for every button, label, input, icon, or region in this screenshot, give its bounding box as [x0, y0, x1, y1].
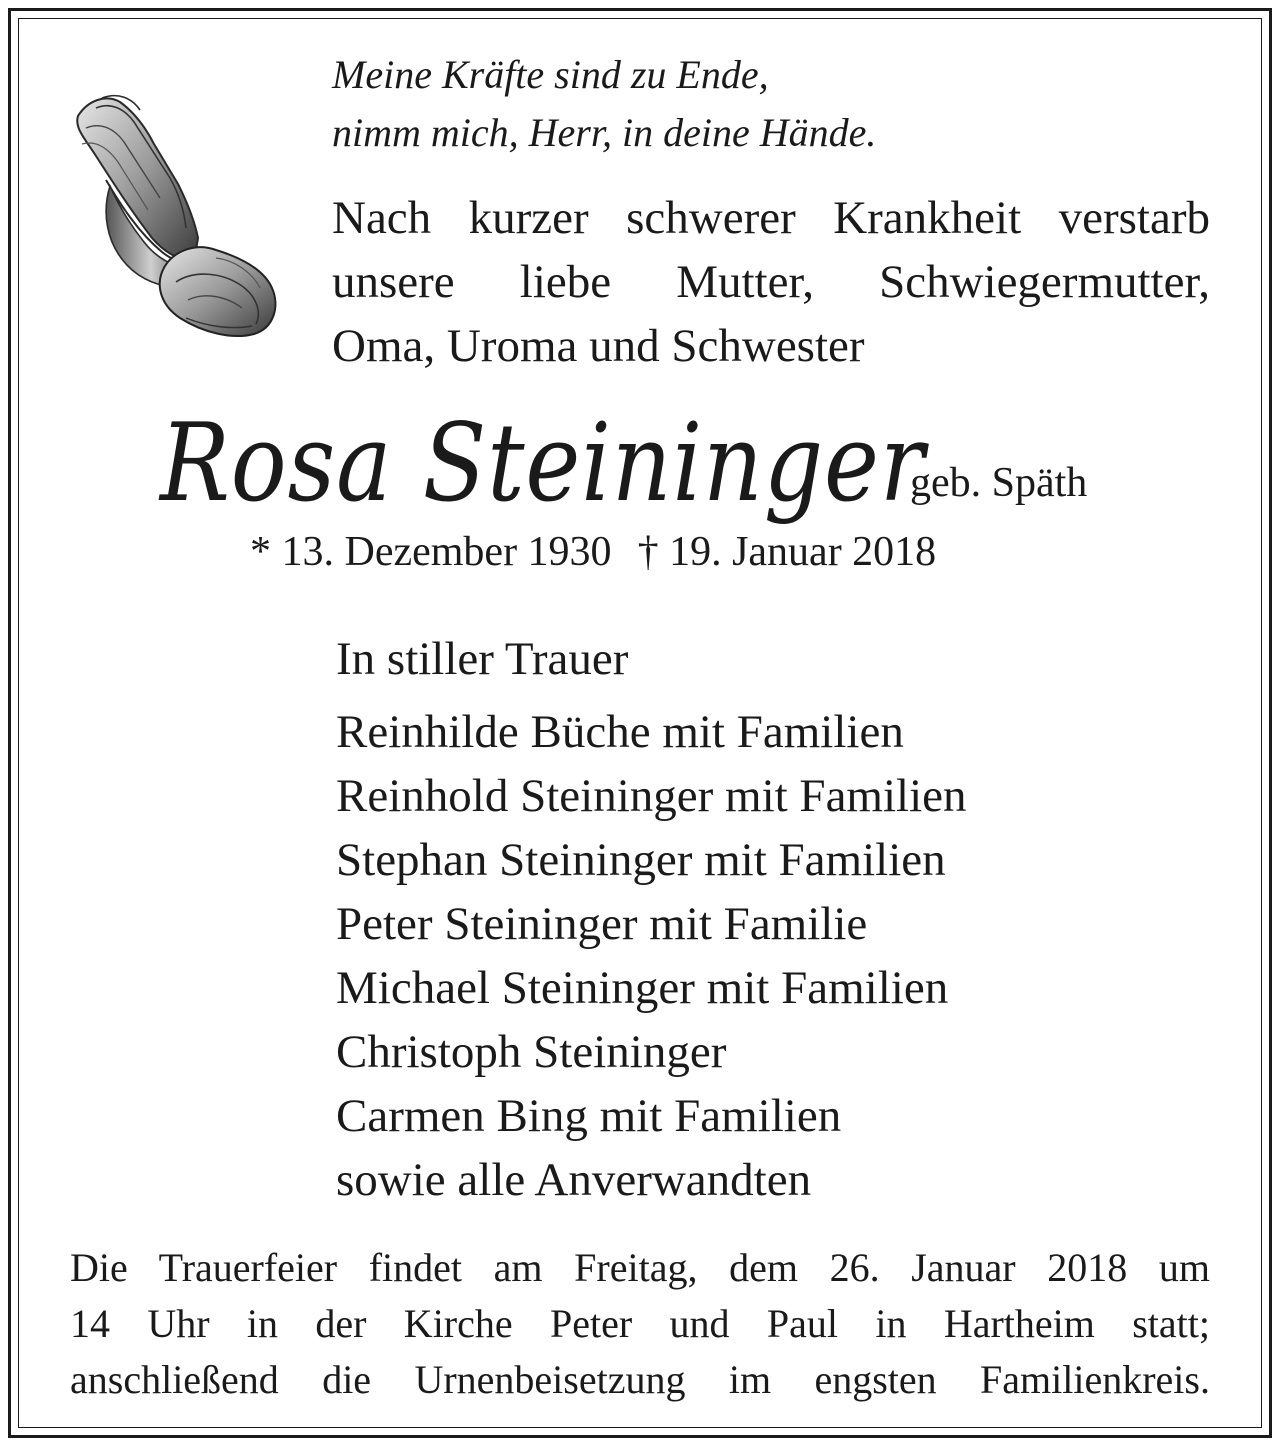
deceased-name: Rosa Steininger [160, 401, 926, 526]
life-dates [250, 526, 936, 578]
maiden-name: geb. Späth [910, 460, 1088, 506]
death-announcement [332, 186, 1210, 378]
intro-line-1: Nach kurzer schwerer Krankheit verstarb [332, 192, 1210, 244]
mourner-item: Reinhilde Büche mit Familien [336, 706, 904, 758]
mourner-item: Michael Steininger mit Familien [336, 962, 949, 1014]
funeral-service-notice [70, 1240, 1210, 1408]
service-line-3: anschließend die Urnenbeisetzung im engsten Familienkreis. [70, 1357, 1210, 1402]
praying-hands-icon [66, 92, 286, 338]
service-line-2: 14 Uhr in der Kirche Peter und Paul in Hartheim statt; [70, 1301, 1210, 1346]
intro-line-2: unsere liebe Mutter, Schwiegermutter, [332, 256, 1210, 308]
mourner-item: Peter Steininger mit Familie [336, 898, 868, 950]
mourning-intro: In stiller Trauer [336, 633, 629, 685]
mourner-item: Reinhold Steininger mit Familien [336, 770, 967, 822]
intro-line-3: Oma, Uroma und Schwester [332, 320, 865, 372]
motto-verse [332, 46, 876, 162]
mourners-list [336, 700, 967, 1212]
mourner-item: Carmen Bing mit Familien [336, 1090, 842, 1142]
motto-line-2: nimm mich, Herr, in deine Hände. [332, 110, 877, 155]
deceased-name-block [150, 401, 1150, 526]
birth-date: * 13. Dezember 1930 [250, 529, 612, 575]
mourner-item: Christoph Steininger [336, 1026, 727, 1078]
service-line-1: Die Trauerfeier findet am Freitag, dem 26. Januar 2018 um [70, 1245, 1210, 1290]
death-date: † 19. Januar 2018 [637, 529, 937, 575]
mourner-item: sowie alle Anverwandten [336, 1154, 812, 1206]
mourner-item: Stephan Steininger mit Familien [336, 834, 946, 886]
motto-line-1: Meine Kräfte sind zu Ende, [332, 52, 769, 97]
